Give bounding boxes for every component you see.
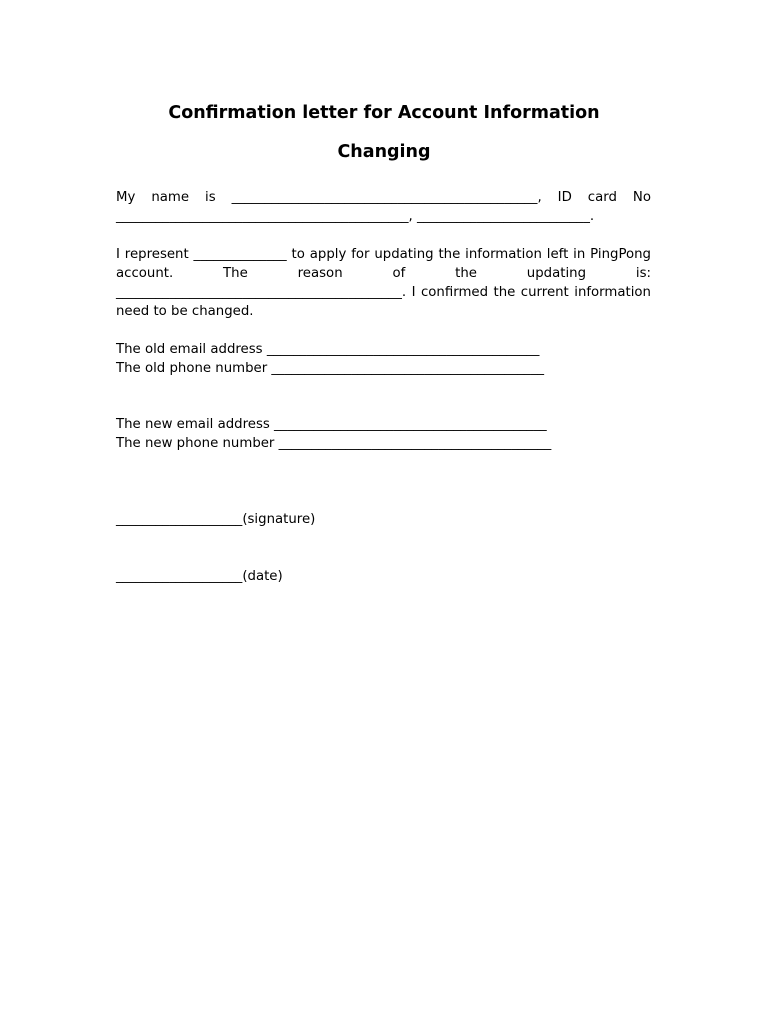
new-email-line: The new email address _________________________________________ xyxy=(116,417,547,432)
old-info-block xyxy=(116,340,651,378)
document-title-line-1: Confirmation letter for Account Information xyxy=(168,103,600,123)
old-email-line: The old email address _________________________________________ xyxy=(116,342,540,357)
reason-paragraph-block xyxy=(116,245,651,321)
document-title-line-2: Changing xyxy=(337,142,431,162)
new-info-block xyxy=(116,415,651,453)
new-phone-line: The new phone number _________________________________________ xyxy=(116,436,552,451)
date-block xyxy=(116,567,651,586)
name-id-paragraph: My name is ______________________________________________, ID card No ____________________________________________, __________________________. xyxy=(116,190,651,224)
date-line: ___________________(date) xyxy=(116,569,283,584)
signature-line: ___________________(signature) xyxy=(116,512,316,527)
signature-block xyxy=(116,510,651,529)
name-id-paragraph-block xyxy=(116,188,651,226)
old-phone-line: The old phone number _________________________________________ xyxy=(116,361,544,376)
reason-paragraph: I represent ______________ to apply for updating the information left in PingPong account. The reason of the updating is: ___________________________________________. I confirmed the current information need to be changed. xyxy=(116,247,651,319)
